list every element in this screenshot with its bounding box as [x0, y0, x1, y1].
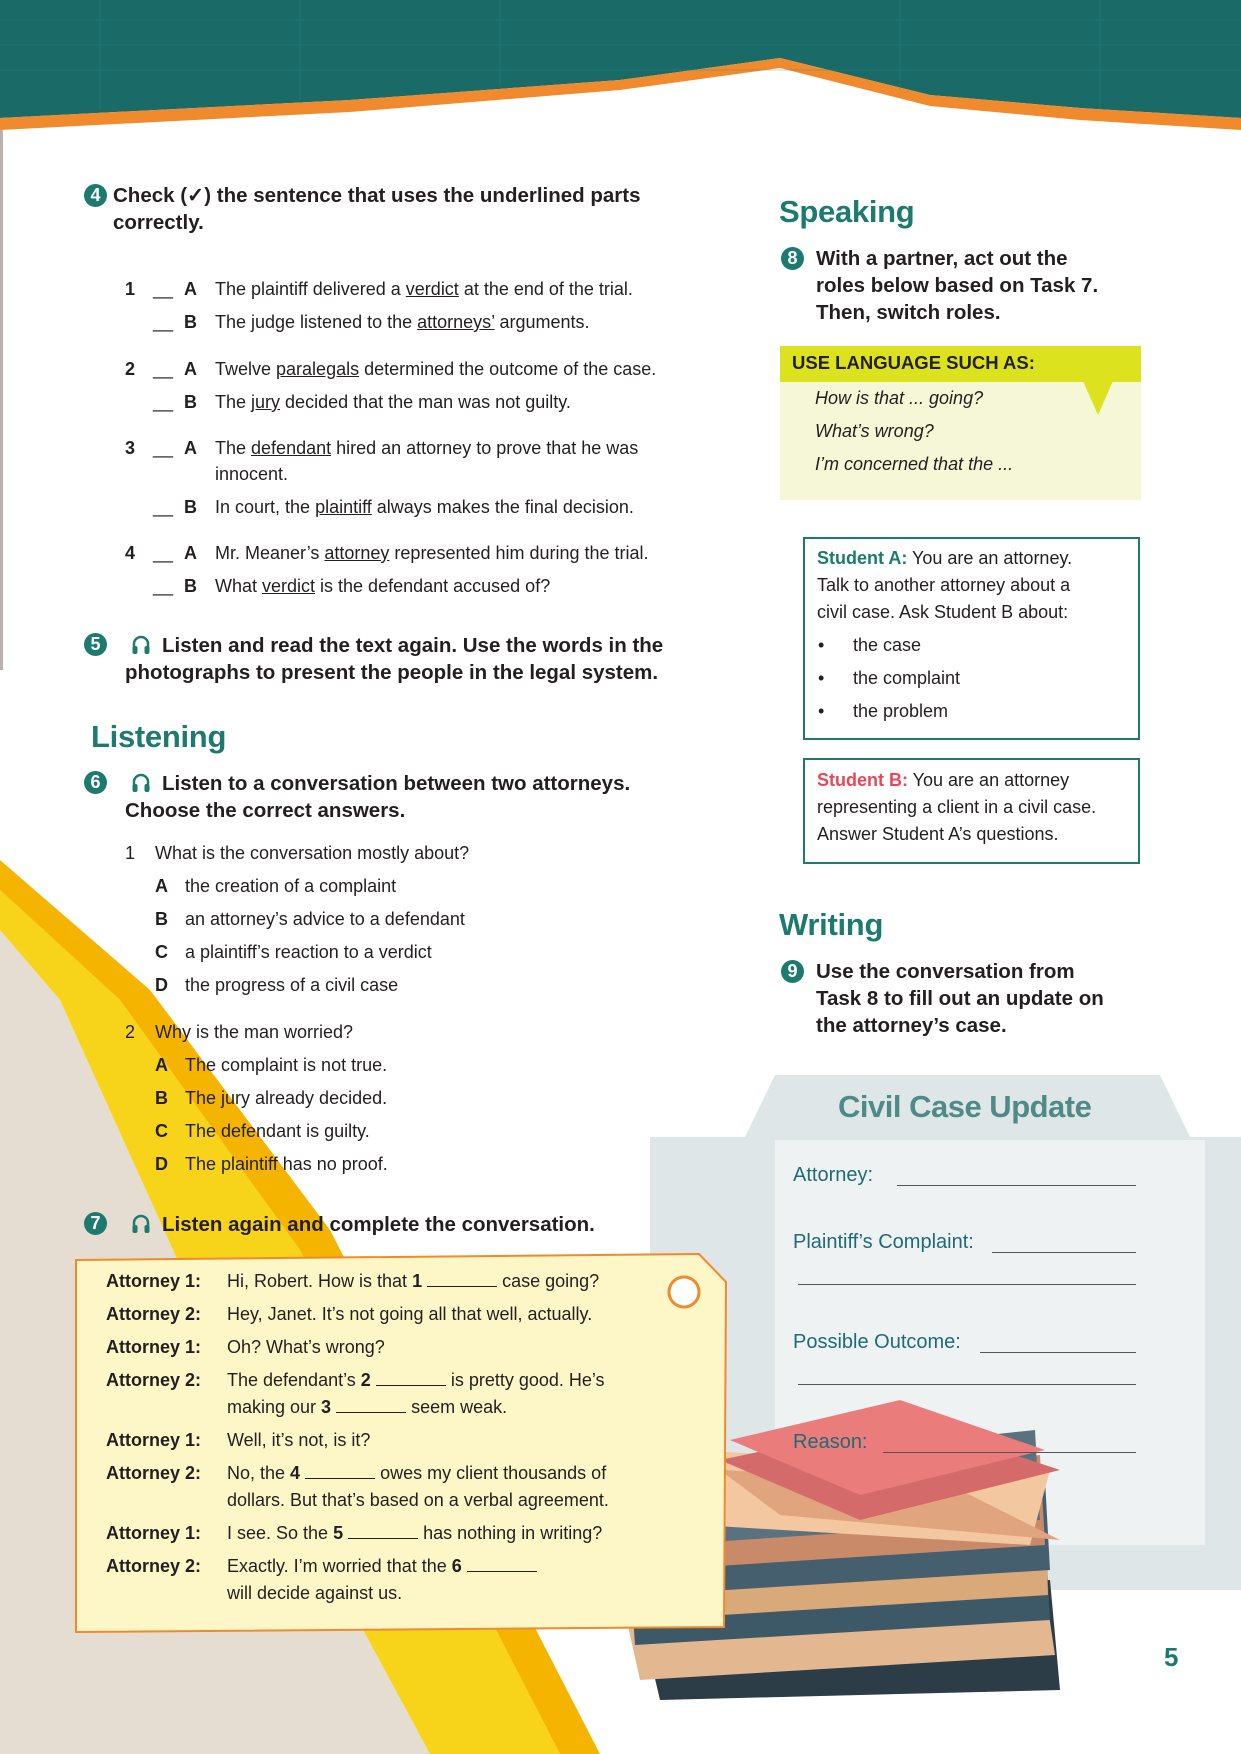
student-b-line1 [817, 767, 1069, 794]
sentence-option [215, 494, 634, 520]
sentence-option [215, 435, 638, 461]
underlined-word: plaintiff [315, 497, 372, 517]
option-letter: B [155, 909, 168, 929]
option-letter: B [184, 312, 197, 332]
item-number: 1 [125, 279, 136, 299]
dialogue-line-continued [227, 1580, 402, 1607]
phrase-3: I’m concerned that the ... [815, 454, 1014, 474]
speaking-heading: Speaking [779, 194, 915, 229]
option-text: a plaintiff’s reaction to a verdict [185, 942, 432, 962]
answer-blank: __ [153, 543, 174, 563]
question-number: 2 [125, 1022, 136, 1042]
dialogue-line [227, 1427, 370, 1454]
sentence-post: decided that the man was not guilty. [280, 392, 571, 412]
task-8-line2: roles below based on Task 7. [816, 274, 1099, 297]
dialogue-text: is pretty good. He’s [445, 1370, 605, 1390]
task-7-instruction: Listen again and complete the conversation. [162, 1213, 595, 1236]
bullet-dot: • [818, 635, 825, 655]
task-7-number: 7 [84, 1212, 107, 1235]
dialogue-text: dollars. But that’s based on a verbal agreement. [227, 1490, 609, 1510]
page-number: 5 [1164, 1642, 1179, 1672]
speaker-label: Attorney 2: [106, 1304, 202, 1324]
form-title: Civil Case Update [838, 1089, 1092, 1124]
item-number: 3 [125, 438, 136, 458]
dialogue-text: Hey, Janet. It’s not going all that well, actually. [227, 1304, 593, 1324]
language-box-title: USE LANGUAGE SUCH AS: [792, 352, 1035, 373]
underlined-word: paralegals [276, 359, 360, 379]
option-letter: A [155, 1055, 168, 1075]
sentence-post: is the defendant accused of? [315, 576, 551, 596]
option-letter: D [155, 975, 168, 995]
dialogue-text: Exactly. I’m worried that the [227, 1556, 452, 1576]
dialogue-line [227, 1367, 605, 1394]
form-label-complaint: Plaintiff’s Complaint: [793, 1231, 974, 1253]
blank-number: 1 [412, 1271, 423, 1291]
dialogue-text: will decide against us. [227, 1583, 403, 1603]
blank-number: 2 [360, 1370, 371, 1390]
sentence-post: hired an attorney to prove that he was [331, 438, 639, 458]
task-8-line3: Then, switch roles. [816, 301, 1001, 324]
option-letter: A [184, 543, 197, 563]
option-letter: B [184, 576, 197, 596]
speaker-label: Attorney 2: [106, 1370, 202, 1390]
task-6-number: 6 [84, 771, 107, 794]
student-a-bullet-3: the problem [853, 701, 949, 721]
headphones-icon [131, 773, 151, 793]
task-9-number: 9 [781, 960, 804, 983]
option-text: an attorney’s advice to a defendant [185, 909, 465, 929]
sentence-pre: The [215, 438, 252, 458]
answer-blank: __ [153, 279, 174, 299]
task-8-line1: With a partner, act out the [816, 247, 1068, 270]
fill-in-blank[interactable] [427, 1270, 497, 1287]
answer-blank: __ [153, 392, 174, 412]
sentence-option [215, 309, 590, 335]
task-4-number: 4 [84, 184, 107, 207]
dialogue-line [227, 1520, 602, 1547]
dialogue-line-continued [227, 1487, 609, 1514]
option-text: the creation of a complaint [185, 876, 397, 896]
question-number: 1 [125, 843, 136, 863]
sentence-pre: The plaintiff delivered a [215, 279, 406, 299]
bullet-dot: • [818, 701, 825, 721]
sentence-post: represented him during the trial. [389, 543, 649, 563]
headphones-icon [131, 1214, 151, 1234]
task-6-line1: Listen to a conversation between two attorneys. [162, 772, 631, 795]
question-text: Why is the man worried? [155, 1022, 354, 1042]
complaint-field-line2[interactable] [798, 1284, 1136, 1285]
bullet-dot: • [818, 668, 825, 688]
sentence-pre: Mr. Meaner’s [215, 543, 325, 563]
listening-heading: Listening [91, 719, 227, 754]
sentence-pre: In court, the [215, 497, 316, 517]
student-a-line1-text: You are an attorney. [907, 548, 1073, 568]
option-letter: B [184, 392, 197, 412]
dialogue-text: The defendant’s [227, 1370, 361, 1390]
task-5-line2: photographs to present the people in the legal system. [125, 661, 659, 684]
dialogue-line [227, 1268, 599, 1295]
blank-number: 3 [321, 1397, 332, 1417]
form-label-attorney: Attorney: [793, 1164, 874, 1186]
option-letter: B [184, 497, 197, 517]
option-letter: B [155, 1088, 168, 1108]
item-number: 4 [125, 543, 136, 563]
dialogue-line-continued [227, 1394, 507, 1421]
student-a-bullet-2: the complaint [853, 668, 961, 688]
option-text: the progress of a civil case [185, 975, 399, 995]
option-letter: A [184, 279, 197, 299]
speaker-label: Attorney 2: [106, 1556, 202, 1576]
sentence-post: at the end of the trial. [458, 279, 633, 299]
option-letter: A [184, 438, 197, 458]
dialogue-text: seem weak. [406, 1397, 508, 1417]
option-letter: A [155, 876, 168, 896]
complaint-field[interactable] [992, 1252, 1136, 1253]
task-9-line2: Task 8 to fill out an update on [816, 987, 1104, 1010]
option-text: The jury already decided. [185, 1088, 388, 1108]
dialogue-text: making our [227, 1397, 322, 1417]
answer-blank: __ [153, 576, 174, 596]
blank-number: 5 [333, 1523, 344, 1543]
question-text: What is the conversation mostly about? [155, 843, 470, 863]
dialogue-line [227, 1334, 385, 1361]
sentence-option [215, 356, 656, 382]
dialogue-text: Hi, Robert. How is that [227, 1271, 413, 1291]
option-letter: A [184, 359, 197, 379]
option-text: The defendant is guilty. [185, 1121, 370, 1141]
dialogue-text: No, the [227, 1463, 291, 1483]
fill-in-blank[interactable] [348, 1522, 418, 1539]
fill-in-blank[interactable] [336, 1396, 406, 1413]
blank-number: 4 [290, 1463, 301, 1483]
writing-heading: Writing [779, 907, 884, 942]
dialogue-text: owes my client thousands of [375, 1463, 607, 1483]
sentence-option [215, 540, 649, 566]
dialogue-text: I see. So the [227, 1523, 334, 1543]
dialogue-line [227, 1553, 537, 1580]
sentence-pre: The [215, 392, 252, 412]
student-b-line1-text: You are an attorney [907, 770, 1070, 790]
student-a-bullet-1: the case [853, 635, 922, 655]
student-a-line3: civil case. Ask Student B about: [817, 602, 1069, 622]
sentence-pre: Twelve [215, 359, 277, 379]
dialogue-text: Well, it’s not, is it? [227, 1430, 371, 1450]
option-text: The complaint is not true. [185, 1055, 388, 1075]
speaker-label: Attorney 1: [106, 1430, 202, 1450]
student-b-label: Student B: [817, 770, 908, 790]
student-b-line2: representing a client in a civil case. [817, 797, 1097, 817]
task-4-instruction: Check (✓) the sentence that uses the underlined parts correctly. [113, 184, 641, 234]
reason-field[interactable] [883, 1452, 1136, 1453]
speaker-label: Attorney 1: [106, 1271, 202, 1291]
form-label-reason: Reason: [793, 1431, 868, 1453]
option-text: The plaintiff has no proof. [185, 1154, 388, 1174]
sentence-continuation: innocent. [215, 464, 289, 484]
phrase-1: How is that ... going? [815, 388, 984, 408]
underlined-word: verdict [405, 279, 459, 299]
attorney-field[interactable] [897, 1185, 1136, 1186]
dialogue-text: Oh? What’s wrong? [227, 1337, 385, 1357]
fill-in-blank[interactable] [305, 1462, 375, 1479]
underlined-word: attorney [324, 543, 390, 563]
answer-blank: __ [153, 312, 174, 332]
sentence-option [215, 276, 633, 302]
underlined-word: defendant [251, 438, 332, 458]
phrase-2: What’s wrong? [815, 421, 934, 441]
sentence-post: arguments. [494, 312, 590, 332]
blank-number: 6 [451, 1556, 462, 1576]
sentence-option [215, 389, 571, 415]
task-5-number: 5 [84, 633, 107, 656]
sentence-pre: The judge listened to the [215, 312, 418, 332]
answer-blank: __ [153, 359, 174, 379]
outcome-field[interactable] [980, 1352, 1136, 1353]
language-box-pointer [1083, 381, 1113, 415]
dialogue-line [227, 1301, 592, 1328]
student-a-line1 [817, 545, 1072, 572]
dialogue-text: case going? [497, 1271, 600, 1291]
underlined-word: verdict [262, 576, 316, 596]
task-5-line1: Listen and read the text again. Use the words in the [162, 634, 664, 657]
fill-in-blank[interactable] [467, 1555, 537, 1572]
option-letter: C [155, 1121, 168, 1141]
task-8-number: 8 [781, 247, 804, 270]
option-letter: D [155, 1154, 168, 1174]
speaker-label: Attorney 2: [106, 1463, 202, 1483]
dialogue-text: has nothing in writing? [418, 1523, 603, 1543]
answer-blank: __ [153, 497, 174, 517]
sentence-post: determined the outcome of the case. [359, 359, 657, 379]
task-9-line1: Use the conversation from [816, 960, 1075, 983]
dialogue-line [227, 1460, 606, 1487]
outcome-field-line2[interactable] [798, 1384, 1136, 1385]
headphones-icon [131, 635, 151, 655]
sentence-option [215, 573, 550, 599]
student-a-label: Student A: [817, 548, 908, 568]
option-letter: C [155, 942, 168, 962]
underlined-word: jury [251, 392, 281, 412]
student-a-line2: Talk to another attorney about a [817, 575, 1071, 595]
sentence-pre: What [215, 576, 263, 596]
speaker-label: Attorney 1: [106, 1523, 202, 1543]
task-9-line3: the attorney’s case. [816, 1014, 1007, 1037]
item-number: 2 [125, 359, 136, 379]
speaker-label: Attorney 1: [106, 1337, 202, 1357]
answer-blank: __ [153, 438, 174, 458]
task-6-line2: Choose the correct answers. [125, 799, 406, 822]
fill-in-blank[interactable] [376, 1369, 446, 1386]
form-label-outcome: Possible Outcome: [793, 1331, 961, 1353]
underlined-word: attorneys’ [417, 312, 495, 332]
student-b-line3: Answer Student A’s questions. [817, 824, 1059, 844]
sentence-post: always makes the final decision. [371, 497, 634, 517]
